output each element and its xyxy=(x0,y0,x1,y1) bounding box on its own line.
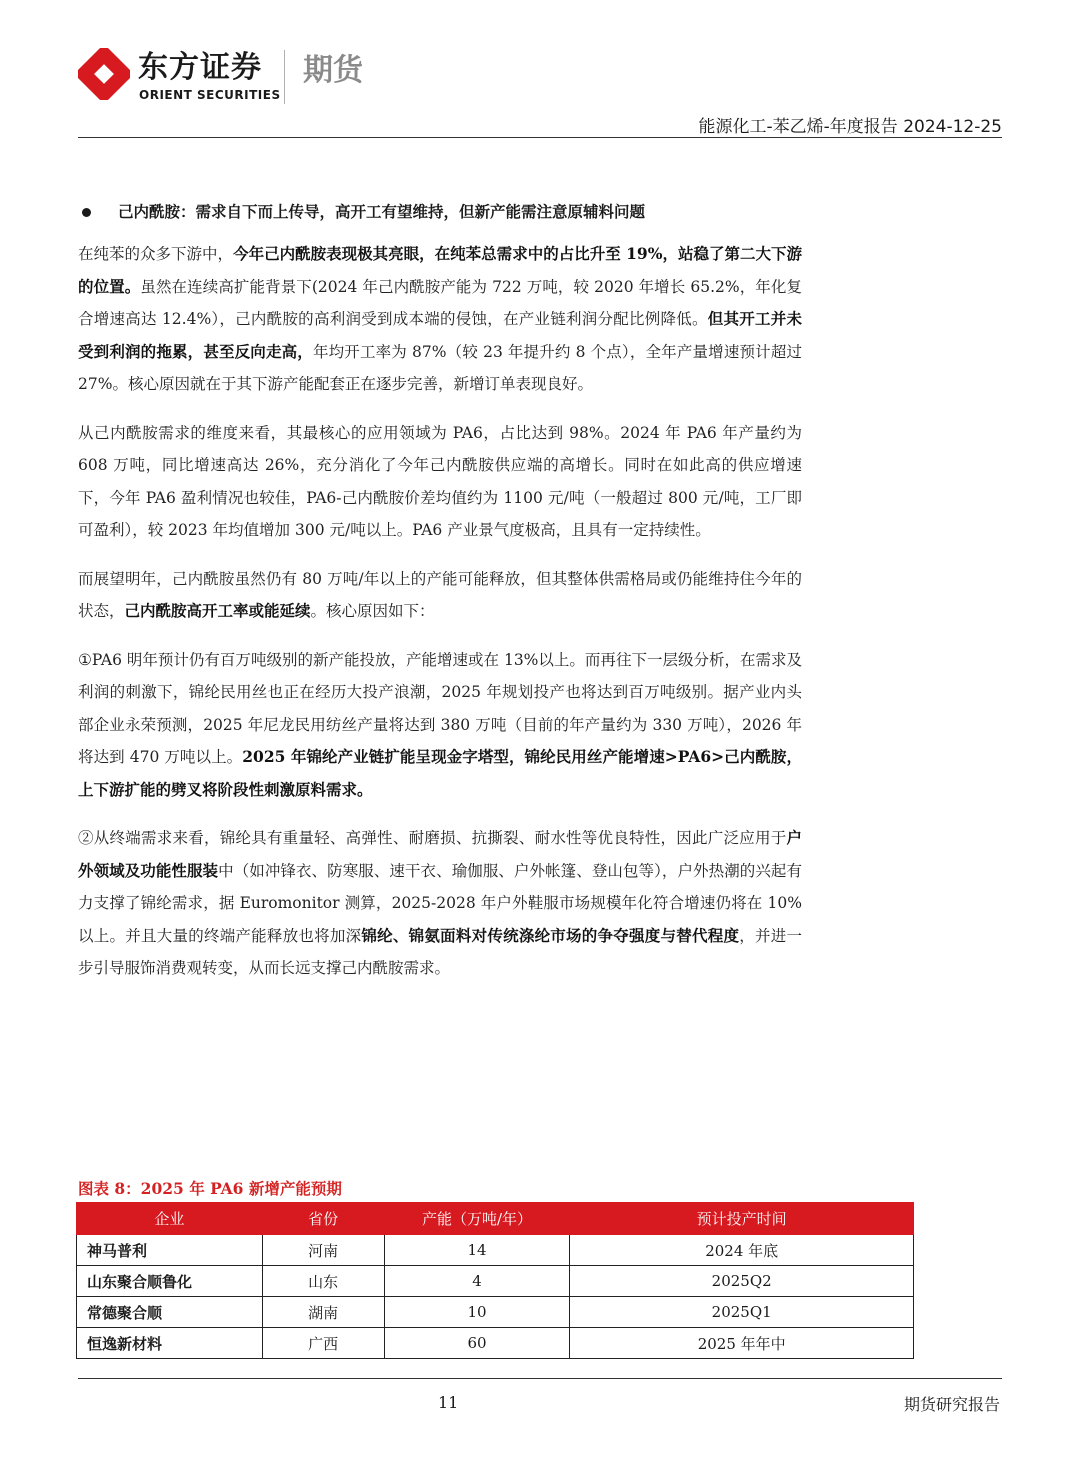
paragraph-text: ①PA6 明年预计仍有百万吨级别的新产能投放，产能增速或在 13%以上。而再往下一层级分析，在需求及利润的刺激下，锦纶民用丝也正在经历大投产浪潮，2025 年规划投产也将达到百万吨级别。据产业内头部企业永荣预测，2025 年尼龙民用纺丝产量将达到 380 万吨（目前的年产量约为 330 万吨），2026 年将达到 470 万吨以上。 xyxy=(78,650,802,766)
table-row xyxy=(77,1266,914,1297)
division-label: 期货 xyxy=(303,53,363,88)
cell-province: 湖南 xyxy=(262,1297,384,1328)
cell-start-time: 2025Q2 xyxy=(570,1266,914,1297)
paragraph-text: 虽然在连续高扩能背景下(2024 年己内酰胺产能为 722 万吨，较 2020 年增长 65.2%，年化复合增速高达 12.4%），己内酰胺的高利润受到成本端的侵蚀，在产业链利润分配比例降低。 xyxy=(78,277,802,328)
cell-province: 广西 xyxy=(262,1328,384,1359)
cell-company: 恒逸新材料 xyxy=(77,1328,263,1359)
orient-securities-logo-icon xyxy=(78,48,130,100)
table-row xyxy=(77,1235,914,1266)
paragraph-text: ，并进一步引导服饰消费观转变，从而长远支撑己内酰胺需求。 xyxy=(78,926,802,977)
main-content xyxy=(78,196,802,1001)
cell-company: 神马普利 xyxy=(77,1235,263,1266)
cell-start-time: 2025 年年中 xyxy=(570,1328,914,1359)
brand-name-en: ORIENT SECURITIES xyxy=(139,88,281,102)
footer-label: 期货研究报告 xyxy=(903,1395,1000,1414)
report-title: 能源化工-苯乙烯-年度报告 2024-12-25 xyxy=(698,117,1002,137)
emphasis-text: 但其开工并未受到利润的拖累，甚至反向走高， xyxy=(78,309,802,361)
section-heading-text: 己内酰胺：需求自下而上传导，高开工有望维持，但新产能需注意原辅料问题 xyxy=(118,203,646,221)
section-heading xyxy=(78,196,802,228)
body-paragraph xyxy=(78,238,802,401)
cell-start-time: 2025Q1 xyxy=(570,1297,914,1328)
paragraph-text: 。核心原因如下： xyxy=(310,602,435,620)
pa6-capacity-table xyxy=(76,1202,914,1359)
cell-company: 山东聚合顺鲁化 xyxy=(77,1266,263,1297)
cell-start-time: 2024 年底 xyxy=(570,1235,914,1266)
cell-capacity: 10 xyxy=(384,1297,570,1328)
col-header-start-time: 预计投产时间 xyxy=(570,1203,914,1235)
header-divider xyxy=(78,137,1002,138)
brand-name-cn: 东方证券 xyxy=(138,50,262,85)
col-header-capacity: 产能（万吨/年） xyxy=(384,1203,570,1235)
emphasis-text: 今年己内酰胺表现极其亮眼，在纯苯总需求中的占比升至 19%，站稳了第二大下游的位置。 xyxy=(78,244,802,296)
col-header-company: 企业 xyxy=(77,1203,263,1235)
table-row xyxy=(77,1328,914,1359)
body-paragraphs xyxy=(78,238,802,985)
body-paragraph xyxy=(78,644,802,807)
paragraph-text: 从己内酰胺需求的维度来看，其最核心的应用领域为 PA6，占比达到 98%。2024 年 PA6 年产量约为 608 万吨，同比增速高达 26%，充分消化了今年己内酰胺供应端的高增长。同时在如此高的供应增速下，今年 PA6 盈利情况也较佳，PA6-己内酰胺价差均值约为 1100 元/吨（一般超过 800 元/吨，工厂即可盈利），较 2023 年均值增加 300 元/吨以上。PA6 产业景气度极高，且具有一定持续性。 xyxy=(78,423,802,539)
cell-capacity: 60 xyxy=(384,1328,570,1359)
body-paragraph xyxy=(78,822,802,985)
cell-capacity: 14 xyxy=(384,1235,570,1266)
cell-province: 山东 xyxy=(262,1266,384,1297)
col-header-province: 省份 xyxy=(262,1203,384,1235)
body-paragraph xyxy=(78,417,802,547)
table-caption: 图表 8：2025 年 PA6 新增产能预期 xyxy=(78,1179,342,1198)
emphasis-text: 户外领域及功能性服装 xyxy=(78,828,802,880)
cell-province: 河南 xyxy=(262,1235,384,1266)
table-header-row xyxy=(77,1203,914,1235)
logo-divider xyxy=(284,50,285,104)
body-paragraph xyxy=(78,563,802,628)
paragraph-text: ②从终端需求来看，锦纶具有重量轻、高弹性、耐磨损、抗撕裂、耐水性等优良特性，因此广泛应用于 xyxy=(78,829,787,847)
paragraph-text: 在纯苯的众多下游中， xyxy=(78,245,234,263)
emphasis-text: 己内酰胺高开工率或能延续 xyxy=(124,601,311,620)
bullet-icon xyxy=(82,208,91,217)
paragraph-text: 年均开工率为 87%（较 23 年提升约 8 个点），全年产量增速预计超过 27%。核心原因就在于其下游产能配套正在逐步完善，新增订单表现良好。 xyxy=(78,342,802,393)
emphasis-text: 2025 年锦纶产业链扩能呈现金字塔型，锦纶民用丝产能增速>PA6>己内酰胺，上下游扩能的劈叉将阶段性刺激原料需求。 xyxy=(78,747,802,799)
page-number: 11 xyxy=(438,1393,459,1412)
table-row xyxy=(77,1297,914,1328)
page-header xyxy=(0,0,1080,140)
cell-company: 常德聚合顺 xyxy=(77,1297,263,1328)
emphasis-text: 锦纶、锦氨面料对传统涤纶市场的争夺强度与替代程度 xyxy=(361,925,740,945)
paragraph-text: 而展望明年，己内酰胺虽然仍有 80 万吨/年以上的产能可能释放，但其整体供需格局或仍能维持住今年的状态， xyxy=(78,569,802,620)
cell-capacity: 4 xyxy=(384,1266,570,1297)
paragraph-text: 中（如冲锋衣、防寒服、速干衣、瑜伽服、户外帐篷、登山包等），户外热潮的兴起有力支撑了锦纶需求，据 Euromonitor 测算，2025-2028 年户外鞋服市场规模年化符合增速仍将在 10%以上。并且大量的终端产能释放也将加深 xyxy=(78,861,802,945)
footer-divider xyxy=(78,1378,1002,1379)
